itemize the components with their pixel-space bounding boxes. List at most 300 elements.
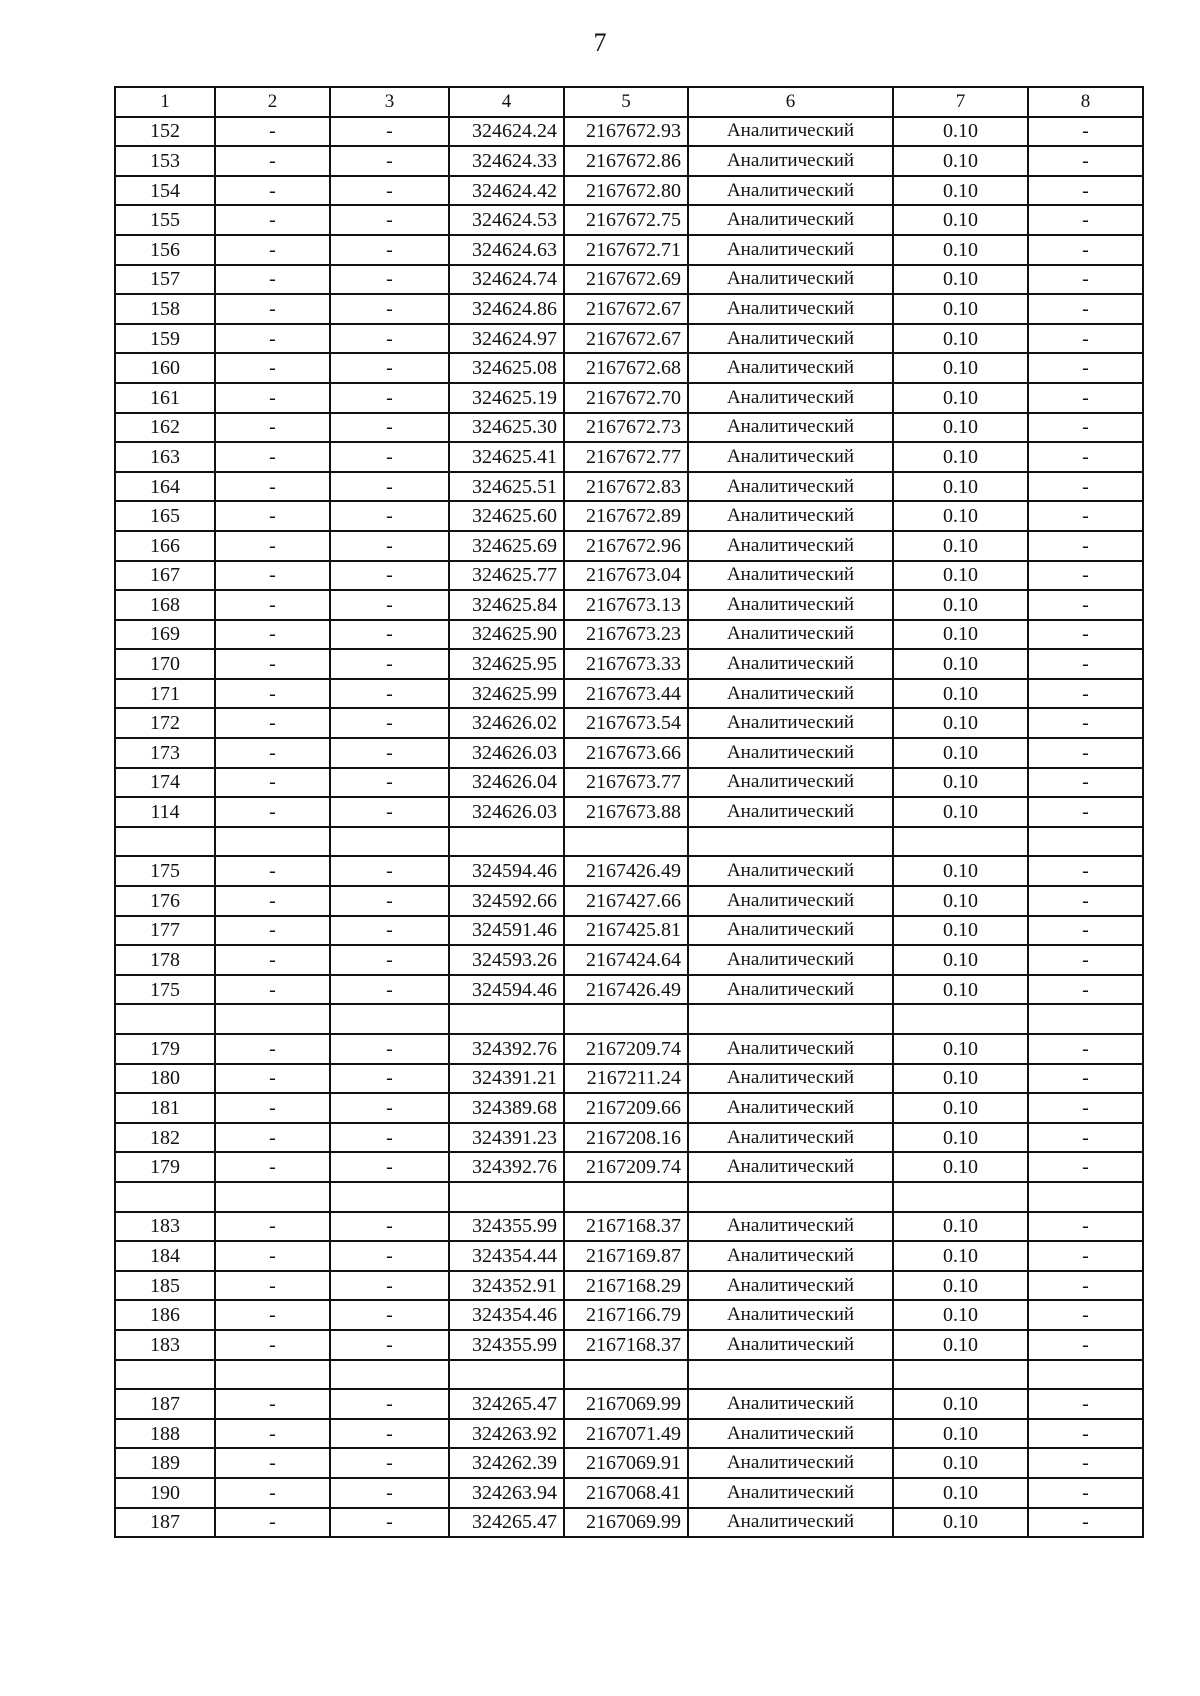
accuracy-cell: 0.10 [893,265,1028,295]
cell-col-3: - [330,975,449,1005]
method-cell [688,1004,893,1034]
cell-col-8: - [1028,442,1143,472]
table-row [115,501,1143,531]
y-coordinate-cell: 2167672.73 [564,413,688,443]
cell-col-8: - [1028,472,1143,502]
cell-col-8: - [1028,205,1143,235]
table-row [115,649,1143,679]
cell-col-2: - [215,265,330,295]
method-cell: Аналитический [688,472,893,502]
point-number-cell: 156 [115,235,215,265]
point-number-cell [115,1182,215,1212]
cell-col-3: - [330,620,449,650]
method-cell: Аналитический [688,1123,893,1153]
accuracy-cell: 0.10 [893,1123,1028,1153]
table-row [115,620,1143,650]
cell-col-8: - [1028,146,1143,176]
cell-col-8: - [1028,353,1143,383]
table-row [115,916,1143,946]
table-row [115,738,1143,768]
table-row [115,975,1143,1005]
cell-col-2: - [215,649,330,679]
y-coordinate-cell: 2167673.23 [564,620,688,650]
cell-col-3: - [330,561,449,591]
point-number-cell [115,827,215,857]
cell-col-3: - [330,1508,449,1538]
point-number-cell: 153 [115,146,215,176]
point-number-cell: 162 [115,413,215,443]
point-number-cell [115,1360,215,1390]
x-coordinate-cell: 324624.97 [449,324,564,354]
cell-col-2: - [215,1093,330,1123]
method-cell: Аналитический [688,265,893,295]
method-cell: Аналитический [688,768,893,798]
y-coordinate-cell: 2167672.96 [564,531,688,561]
method-cell: Аналитический [688,738,893,768]
cell-col-8: - [1028,1034,1143,1064]
cell-col-8: - [1028,916,1143,946]
accuracy-cell: 0.10 [893,1508,1028,1538]
coordinates-table [114,86,1144,1538]
y-coordinate-cell: 2167208.16 [564,1123,688,1153]
method-cell: Аналитический [688,1508,893,1538]
point-number-cell: 190 [115,1478,215,1508]
cell-col-8: - [1028,1093,1143,1123]
point-number-cell: 179 [115,1152,215,1182]
cell-col-3: - [330,117,449,147]
cell-col-2: - [215,117,330,147]
x-coordinate-cell: 324625.41 [449,442,564,472]
cell-col-8: - [1028,797,1143,827]
cell-col-8: - [1028,1271,1143,1301]
x-coordinate-cell: 324265.47 [449,1508,564,1538]
table-row [115,1419,1143,1449]
cell-col-2: - [215,1478,330,1508]
column-header: 7 [893,87,1028,117]
accuracy-cell [893,827,1028,857]
cell-col-2: - [215,1271,330,1301]
method-cell: Аналитический [688,590,893,620]
cell-col-3: - [330,1212,449,1242]
cell-col-8: - [1028,1123,1143,1153]
cell-col-2: - [215,975,330,1005]
method-cell: Аналитический [688,117,893,147]
method-cell: Аналитический [688,1271,893,1301]
cell-col-3: - [330,1241,449,1271]
point-number-cell: 152 [115,117,215,147]
cell-col-2: - [215,1123,330,1153]
cell-col-3 [330,827,449,857]
point-number-cell: 165 [115,501,215,531]
cell-col-2: - [215,324,330,354]
y-coordinate-cell: 2167673.77 [564,768,688,798]
x-coordinate-cell: 324263.94 [449,1478,564,1508]
cell-col-3: - [330,1152,449,1182]
point-number-cell: 179 [115,1034,215,1064]
column-header: 5 [564,87,688,117]
y-coordinate-cell: 2167166.79 [564,1300,688,1330]
method-cell: Аналитический [688,501,893,531]
table-row [115,827,1143,857]
x-coordinate-cell: 324625.08 [449,353,564,383]
table-row [115,442,1143,472]
cell-col-8: - [1028,975,1143,1005]
method-cell: Аналитический [688,531,893,561]
cell-col-3: - [330,531,449,561]
cell-col-8 [1028,1360,1143,1390]
method-cell: Аналитический [688,561,893,591]
point-number-cell: 181 [115,1093,215,1123]
x-coordinate-cell: 324624.74 [449,265,564,295]
cell-col-3: - [330,1300,449,1330]
point-number-cell: 178 [115,945,215,975]
cell-col-3: - [330,383,449,413]
cell-col-2 [215,827,330,857]
y-coordinate-cell: 2167169.87 [564,1241,688,1271]
cell-col-8: - [1028,679,1143,709]
y-coordinate-cell: 2167672.75 [564,205,688,235]
accuracy-cell: 0.10 [893,679,1028,709]
cell-col-2: - [215,1241,330,1271]
cell-col-8: - [1028,590,1143,620]
x-coordinate-cell: 324625.99 [449,679,564,709]
x-coordinate-cell: 324392.76 [449,1034,564,1064]
table-row [115,1212,1143,1242]
cell-col-8: - [1028,561,1143,591]
method-cell: Аналитический [688,1064,893,1094]
accuracy-cell: 0.10 [893,649,1028,679]
column-header: 3 [330,87,449,117]
y-coordinate-cell: 2167168.37 [564,1212,688,1242]
method-cell: Аналитический [688,235,893,265]
accuracy-cell: 0.10 [893,146,1028,176]
x-coordinate-cell: 324625.90 [449,620,564,650]
accuracy-cell: 0.10 [893,1330,1028,1360]
x-coordinate-cell: 324594.46 [449,856,564,886]
cell-col-8: - [1028,1389,1143,1419]
x-coordinate-cell: 324625.84 [449,590,564,620]
point-number-cell: 167 [115,561,215,591]
y-coordinate-cell: 2167211.24 [564,1064,688,1094]
y-coordinate-cell: 2167672.86 [564,146,688,176]
cell-col-3: - [330,324,449,354]
point-number-cell: 154 [115,176,215,206]
method-cell: Аналитический [688,294,893,324]
cell-col-3: - [330,294,449,324]
method-cell: Аналитический [688,1241,893,1271]
point-number-cell: 169 [115,620,215,650]
cell-col-2: - [215,561,330,591]
table-row [115,1241,1143,1271]
point-number-cell: 176 [115,886,215,916]
accuracy-cell: 0.10 [893,353,1028,383]
cell-col-8: - [1028,1212,1143,1242]
cell-col-2: - [215,768,330,798]
cell-col-2: - [215,205,330,235]
cell-col-8: - [1028,324,1143,354]
y-coordinate-cell: 2167069.99 [564,1508,688,1538]
point-number-cell: 187 [115,1508,215,1538]
x-coordinate-cell [449,1360,564,1390]
y-coordinate-cell: 2167673.88 [564,797,688,827]
cell-col-2: - [215,1330,330,1360]
cell-col-8: - [1028,531,1143,561]
table-row [115,561,1143,591]
table-row [115,383,1143,413]
cell-col-8: - [1028,117,1143,147]
cell-col-8 [1028,1004,1143,1034]
y-coordinate-cell: 2167672.89 [564,501,688,531]
x-coordinate-cell: 324354.44 [449,1241,564,1271]
y-coordinate-cell: 2167209.74 [564,1152,688,1182]
cell-col-2: - [215,1389,330,1419]
accuracy-cell: 0.10 [893,738,1028,768]
cell-col-2: - [215,679,330,709]
x-coordinate-cell: 324593.26 [449,945,564,975]
x-coordinate-cell: 324625.77 [449,561,564,591]
accuracy-cell: 0.10 [893,1300,1028,1330]
y-coordinate-cell: 2167427.66 [564,886,688,916]
table-row [115,1330,1143,1360]
y-coordinate-cell: 2167168.37 [564,1330,688,1360]
point-number-cell: 175 [115,856,215,886]
x-coordinate-cell: 324391.23 [449,1123,564,1153]
method-cell [688,1360,893,1390]
method-cell: Аналитический [688,1034,893,1064]
point-number-cell: 177 [115,916,215,946]
cell-col-2: - [215,1212,330,1242]
x-coordinate-cell: 324354.46 [449,1300,564,1330]
accuracy-cell: 0.10 [893,472,1028,502]
x-coordinate-cell: 324389.68 [449,1093,564,1123]
cell-col-8: - [1028,945,1143,975]
method-cell: Аналитический [688,649,893,679]
table-row [115,413,1143,443]
table-row [115,679,1143,709]
cell-col-8: - [1028,1448,1143,1478]
y-coordinate-cell: 2167673.66 [564,738,688,768]
cell-col-8: - [1028,768,1143,798]
cell-col-3: - [330,1448,449,1478]
cell-col-3: - [330,1330,449,1360]
accuracy-cell: 0.10 [893,856,1028,886]
accuracy-cell: 0.10 [893,442,1028,472]
cell-col-2 [215,1004,330,1034]
table-row [115,590,1143,620]
accuracy-cell: 0.10 [893,797,1028,827]
x-coordinate-cell: 324626.04 [449,768,564,798]
y-coordinate-cell: 2167672.77 [564,442,688,472]
accuracy-cell: 0.10 [893,1241,1028,1271]
table-row [115,472,1143,502]
accuracy-cell: 0.10 [893,1271,1028,1301]
method-cell: Аналитический [688,1448,893,1478]
accuracy-cell: 0.10 [893,1419,1028,1449]
point-number-cell: 175 [115,975,215,1005]
y-coordinate-cell: 2167672.69 [564,265,688,295]
x-coordinate-cell [449,827,564,857]
cell-col-8: - [1028,1152,1143,1182]
cell-col-3: - [330,1271,449,1301]
y-coordinate-cell: 2167673.44 [564,679,688,709]
y-coordinate-cell: 2167426.49 [564,975,688,1005]
accuracy-cell: 0.10 [893,945,1028,975]
x-coordinate-cell: 324392.76 [449,1152,564,1182]
point-number-cell: 161 [115,383,215,413]
y-coordinate-cell: 2167672.71 [564,235,688,265]
point-number-cell: 166 [115,531,215,561]
point-number-cell: 114 [115,797,215,827]
accuracy-cell: 0.10 [893,561,1028,591]
method-cell: Аналитический [688,146,893,176]
y-coordinate-cell: 2167672.80 [564,176,688,206]
method-cell: Аналитический [688,383,893,413]
cell-col-8: - [1028,294,1143,324]
cell-col-8: - [1028,1478,1143,1508]
method-cell: Аналитический [688,708,893,738]
table-row [115,205,1143,235]
y-coordinate-cell: 2167069.99 [564,1389,688,1419]
cell-col-3: - [330,768,449,798]
cell-col-2: - [215,708,330,738]
cell-col-2: - [215,797,330,827]
table-row [115,708,1143,738]
table-row [115,768,1143,798]
point-number-cell: 163 [115,442,215,472]
cell-col-2: - [215,501,330,531]
cell-col-2: - [215,1064,330,1094]
accuracy-cell: 0.10 [893,1064,1028,1094]
cell-col-8: - [1028,1419,1143,1449]
cell-col-2: - [215,620,330,650]
table-row [115,1093,1143,1123]
cell-col-8: - [1028,708,1143,738]
cell-col-2: - [215,353,330,383]
cell-col-8 [1028,1182,1143,1212]
cell-col-8: - [1028,1300,1143,1330]
table-row [115,945,1143,975]
x-coordinate-cell: 324625.51 [449,472,564,502]
accuracy-cell: 0.10 [893,235,1028,265]
method-cell: Аналитический [688,442,893,472]
point-number-cell: 174 [115,768,215,798]
method-cell: Аналитический [688,324,893,354]
cell-col-2: - [215,1300,330,1330]
x-coordinate-cell: 324624.63 [449,235,564,265]
accuracy-cell: 0.10 [893,1034,1028,1064]
x-coordinate-cell: 324624.33 [449,146,564,176]
cell-col-3: - [330,176,449,206]
cell-col-2: - [215,738,330,768]
method-cell: Аналитический [688,679,893,709]
y-coordinate-cell: 2167426.49 [564,856,688,886]
point-number-cell: 186 [115,1300,215,1330]
table-row [115,176,1143,206]
point-number-cell: 189 [115,1448,215,1478]
cell-col-3: - [330,590,449,620]
cell-col-2: - [215,945,330,975]
column-header: 8 [1028,87,1143,117]
table-row [115,856,1143,886]
cell-col-3: - [330,235,449,265]
accuracy-cell: 0.10 [893,886,1028,916]
accuracy-cell: 0.10 [893,1212,1028,1242]
accuracy-cell: 0.10 [893,501,1028,531]
y-coordinate-cell: 2167673.13 [564,590,688,620]
method-cell: Аналитический [688,353,893,383]
x-coordinate-cell: 324625.69 [449,531,564,561]
method-cell: Аналитический [688,945,893,975]
cell-col-2: - [215,1419,330,1449]
point-number-cell: 185 [115,1271,215,1301]
method-cell: Аналитический [688,1300,893,1330]
accuracy-cell: 0.10 [893,531,1028,561]
y-coordinate-cell: 2167673.33 [564,649,688,679]
point-number-cell: 172 [115,708,215,738]
method-cell: Аналитический [688,975,893,1005]
method-cell: Аналитический [688,856,893,886]
accuracy-cell: 0.10 [893,975,1028,1005]
cell-col-3: - [330,1123,449,1153]
y-coordinate-cell: 2167069.91 [564,1448,688,1478]
cell-col-3: - [330,413,449,443]
table-row [115,886,1143,916]
y-coordinate-cell [564,1182,688,1212]
cell-col-8: - [1028,1508,1143,1538]
cell-col-3: - [330,1419,449,1449]
point-number-cell: 158 [115,294,215,324]
accuracy-cell: 0.10 [893,1093,1028,1123]
cell-col-8: - [1028,1064,1143,1094]
accuracy-cell: 0.10 [893,708,1028,738]
y-coordinate-cell: 2167168.29 [564,1271,688,1301]
y-coordinate-cell: 2167673.04 [564,561,688,591]
cell-col-3: - [330,886,449,916]
cell-col-2: - [215,531,330,561]
point-number-cell: 157 [115,265,215,295]
cell-col-3 [330,1360,449,1390]
point-number-cell: 159 [115,324,215,354]
x-coordinate-cell: 324625.19 [449,383,564,413]
y-coordinate-cell: 2167424.64 [564,945,688,975]
y-coordinate-cell: 2167425.81 [564,916,688,946]
table-row [115,1300,1143,1330]
cell-col-3: - [330,649,449,679]
cell-col-8: - [1028,235,1143,265]
cell-col-2: - [215,146,330,176]
accuracy-cell: 0.10 [893,1152,1028,1182]
y-coordinate-cell [564,827,688,857]
point-number-cell: 187 [115,1389,215,1419]
point-number-cell: 160 [115,353,215,383]
accuracy-cell [893,1182,1028,1212]
cell-col-2: - [215,1152,330,1182]
y-coordinate-cell: 2167209.66 [564,1093,688,1123]
accuracy-cell: 0.10 [893,1389,1028,1419]
method-cell: Аналитический [688,886,893,916]
cell-col-3: - [330,945,449,975]
x-coordinate-cell: 324355.99 [449,1212,564,1242]
cell-col-2: - [215,383,330,413]
x-coordinate-cell: 324624.53 [449,205,564,235]
column-header: 2 [215,87,330,117]
y-coordinate-cell: 2167672.67 [564,324,688,354]
column-header: 6 [688,87,893,117]
cell-col-8: - [1028,501,1143,531]
cell-col-3: - [330,442,449,472]
x-coordinate-cell: 324624.42 [449,176,564,206]
x-coordinate-cell: 324265.47 [449,1389,564,1419]
